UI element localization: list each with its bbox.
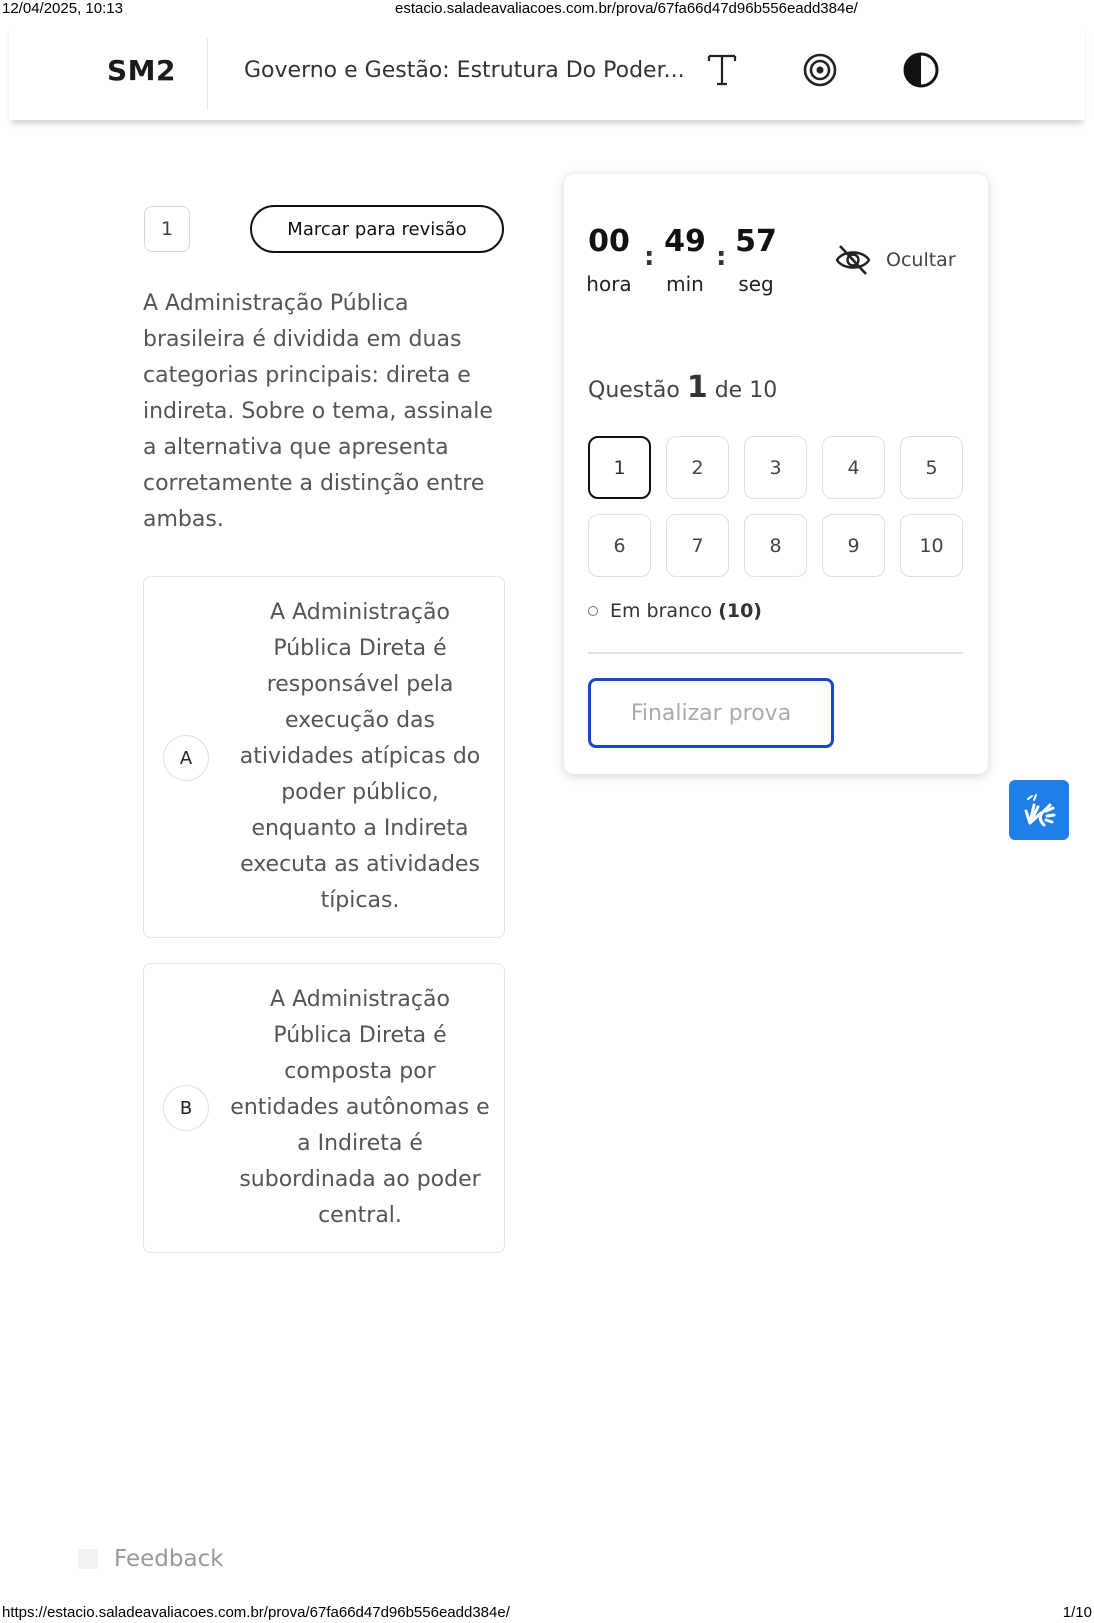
font-size-button[interactable] <box>702 50 742 90</box>
finish-exam-button[interactable]: Finalizar prova <box>588 678 834 748</box>
focus-mode-button[interactable] <box>800 50 840 90</box>
question-nav-button[interactable]: 5 <box>900 436 963 499</box>
course-title: Governo e Gestão: Estrutura Do Poder... <box>244 58 685 83</box>
counter-current: 1 <box>686 370 708 405</box>
question-nav-button[interactable]: 3 <box>744 436 807 499</box>
blank-circle-icon <box>588 606 598 616</box>
blank-label: Em branco <box>610 600 713 622</box>
question-number: 1 <box>144 206 190 252</box>
print-header-url: estacio.saladeavaliacoes.com.br/prova/67fa66d47d96b556eadd384e/ <box>395 0 858 17</box>
option-b[interactable] <box>143 963 505 1253</box>
timer-minutes: 49 <box>664 224 706 259</box>
timer-separator: : <box>716 242 727 272</box>
logo: SM2 <box>107 54 177 87</box>
sign-language-icon <box>1020 791 1058 829</box>
question-nav-button[interactable]: 1 <box>588 436 651 499</box>
hide-timer-label: Ocultar <box>886 249 956 271</box>
option-letter: A <box>163 735 209 781</box>
feedback-icon <box>78 1549 98 1569</box>
question-nav-button[interactable]: 10 <box>900 514 963 577</box>
option-text: A Administração Pública Direta é responsável pela execução das atividades atípicas do poder público, enquanto a Indireta executa as atividades típicas. <box>239 600 481 913</box>
panel-divider <box>588 652 963 654</box>
feedback-label: Feedback <box>114 1546 224 1572</box>
print-datetime: 12/04/2025, 10:13 <box>2 0 123 17</box>
font-size-icon <box>706 53 738 87</box>
question-counter <box>588 370 777 405</box>
option-letter: B <box>163 1085 209 1131</box>
sign-language-button[interactable] <box>1009 780 1069 840</box>
timer-minutes-label: min <box>666 272 704 296</box>
target-icon <box>802 52 838 88</box>
hide-timer-button[interactable] <box>834 242 956 278</box>
question-nav-button[interactable]: 2 <box>666 436 729 499</box>
question-text: A Administração Pública brasileira é dividida em duas categorias principais: direta e indireta. Sobre o tema, assinale a alternativa que apresenta corretamente a distinção entre ambas. <box>143 291 493 532</box>
question-nav-button[interactable]: 4 <box>822 436 885 499</box>
timer-hours: 00 <box>588 224 630 259</box>
counter-suffix: de 10 <box>714 378 778 403</box>
timer-separator: : <box>644 242 655 272</box>
blank-count: (10) <box>718 600 762 622</box>
print-footer <box>0 1604 1094 1622</box>
question-nav-button[interactable]: 8 <box>744 514 807 577</box>
timer-hours-label: hora <box>586 272 632 296</box>
timer-seconds: 57 <box>735 224 777 259</box>
feedback-button[interactable] <box>78 1546 224 1572</box>
blank-status <box>588 600 762 622</box>
option-text: A Administração Pública Direta é composta por entidades autônomas e a Indireta é subordinada ao poder central. <box>230 987 490 1228</box>
top-bar <box>9 24 1085 120</box>
counter-prefix: Questão <box>588 378 680 403</box>
option-a[interactable] <box>143 576 505 938</box>
contrast-button[interactable] <box>901 50 941 90</box>
mark-for-review-button[interactable]: Marcar para revisão <box>250 205 504 253</box>
print-header <box>0 0 1094 18</box>
header-divider <box>207 38 208 110</box>
contrast-icon <box>902 51 940 89</box>
print-page-number: 1/10 <box>1062 1604 1092 1621</box>
question-nav-button[interactable]: 6 <box>588 514 651 577</box>
timer-seconds-label: seg <box>738 272 774 296</box>
print-footer-url: https://estacio.saladeavaliacoes.com.br/prova/67fa66d47d96b556eadd384e/ <box>2 1604 510 1621</box>
question-nav-button[interactable]: 9 <box>822 514 885 577</box>
eye-off-icon <box>834 242 872 278</box>
question-nav-button[interactable]: 7 <box>666 514 729 577</box>
exam-side-panel <box>564 174 988 774</box>
